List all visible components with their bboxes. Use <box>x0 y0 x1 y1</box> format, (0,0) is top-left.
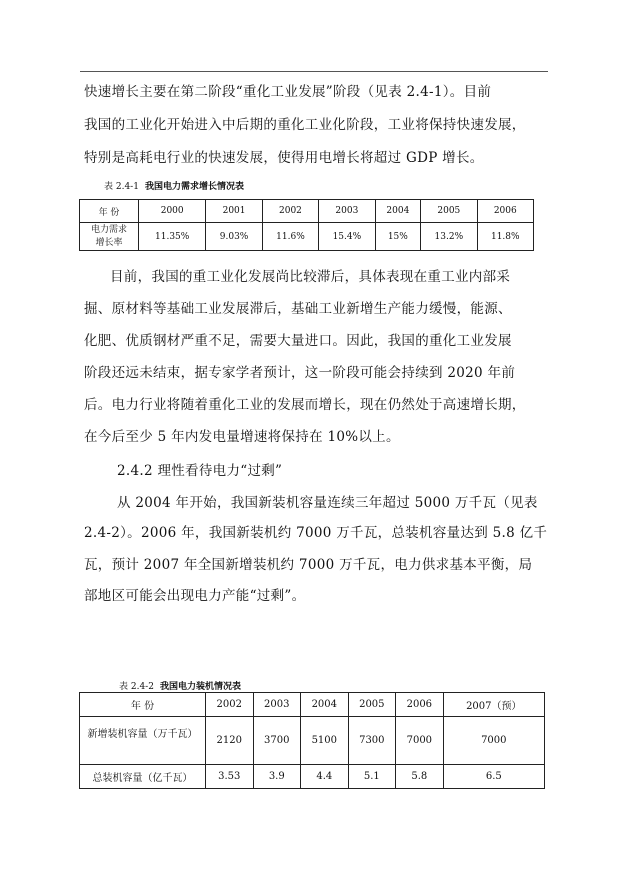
table1-value: 13.2% <box>421 223 477 251</box>
table2-value: 5.8 <box>396 765 444 789</box>
table2-year: 2002 <box>206 693 254 717</box>
table2-caption <box>119 679 241 692</box>
table1-data-row <box>80 223 534 251</box>
para3-line2: 2.4-2）。2006 年，我国新装机约 7000 万千瓦，总装机容量达到 5.8 亿千 <box>84 525 548 541</box>
table2-row1-label: 新增装机容量（万千瓦） <box>80 717 206 765</box>
table2-header-label: 年 份 <box>80 693 206 717</box>
table1-caption-num: 表 2.4-1 <box>104 182 139 192</box>
table1 <box>79 199 534 251</box>
table2-value: 4.4 <box>301 765 349 789</box>
header-rule <box>80 71 548 72</box>
table1-row-label <box>80 223 139 251</box>
table2-value: 6.5 <box>443 765 544 789</box>
table1-year: 2004 <box>375 200 421 223</box>
table1-row-label-line2: 增长率 <box>95 237 123 248</box>
table2-value: 2120 <box>206 717 254 765</box>
para2-line6: 在今后至少 5 年内发电量增速将保持在 10%以上。 <box>84 429 400 445</box>
table2-year: 2006 <box>396 693 444 717</box>
table1-value: 11.6% <box>262 223 318 251</box>
table2-value: 3700 <box>253 717 301 765</box>
table2-value: 7000 <box>396 717 444 765</box>
para2-line3: 化肥、优质钢材严重不足，需要大量进口。因此，我国的重化工业发展 <box>84 333 512 349</box>
table1-year: 2001 <box>206 200 262 223</box>
table2-value: 5.1 <box>348 765 396 789</box>
para1-line3: 特别是高耗电行业的快速发展，使得用电增长将超过 GDP 增长。 <box>84 150 484 166</box>
para2-line4: 阶段还远未结束，据专家学者预计，这一阶段可能会持续到 2020 年前 <box>84 365 516 381</box>
table1-value: 11.35% <box>139 223 206 251</box>
table1-year: 2002 <box>262 200 318 223</box>
para1-line2: 我国的工业化开始进入中后期的重化工业化阶段，工业将保持快速发展， <box>84 117 526 133</box>
para2-line1: 目前，我国的重工业化发展尚比较滞后，具体表现在重工业内部采 <box>110 269 511 285</box>
table1-value: 15.4% <box>319 223 375 251</box>
table2-header-row <box>80 693 545 717</box>
table1-row-label-line1: 电力需求 <box>90 224 127 235</box>
para3-line3: 瓦，预计 2007 年全国新增装机约 7000 万千瓦，电力供求基本平衡，局 <box>84 557 533 573</box>
table2-caption-title: 我国电力装机情况表 <box>159 682 241 692</box>
para3-line1: 从 2004 年开始，我国新装机容量连续三年超过 5000 万千瓦（见表 <box>117 495 538 511</box>
para3-line4: 部地区可能会出现电力产能“过剩”。 <box>84 588 306 604</box>
table2-year: 2007（预） <box>443 693 544 717</box>
table2-row-new-capacity <box>80 717 545 765</box>
table1-caption <box>104 179 244 192</box>
table2-year: 2004 <box>301 693 349 717</box>
table2-row2-label: 总装机容量（亿千瓦） <box>80 765 206 789</box>
table1-header-label: 年 份 <box>80 200 139 223</box>
table1-value: 9.03% <box>206 223 262 251</box>
table1-year: 2005 <box>421 200 477 223</box>
table2-value: 7000 <box>443 717 544 765</box>
table1-header-row <box>80 200 534 223</box>
para1-line1: 快速增长主要在第二阶段“重化工业发展”阶段（见表 2.4-1）。目前 <box>84 84 492 100</box>
table1-year: 2000 <box>139 200 206 223</box>
table2-value: 3.9 <box>253 765 301 789</box>
table2-value: 5100 <box>301 717 349 765</box>
table1-caption-title: 我国电力需求增长情况表 <box>144 182 244 192</box>
table2-year: 2003 <box>253 693 301 717</box>
table1-value: 15% <box>375 223 421 251</box>
table1-year: 2006 <box>477 200 533 223</box>
table1-year: 2003 <box>319 200 375 223</box>
table2-value: 7300 <box>348 717 396 765</box>
table2 <box>79 692 545 789</box>
section-heading: 2.4.2 理性看待电力“过剩” <box>117 463 283 479</box>
table2-row-total-capacity <box>80 765 545 789</box>
table1-value: 11.8% <box>477 223 533 251</box>
para2-line5: 后。电力行业将随着重化工业的发展而增长，现在仍然处于高速增长期， <box>84 397 526 413</box>
table2-caption-num: 表 2.4-2 <box>119 682 154 692</box>
table2-year: 2005 <box>348 693 396 717</box>
table2-value: 3.53 <box>206 765 254 789</box>
para2-line2: 掘、原材料等基础工业发展滞后，基础工业新增生产能力缓慢，能源、 <box>84 301 512 317</box>
